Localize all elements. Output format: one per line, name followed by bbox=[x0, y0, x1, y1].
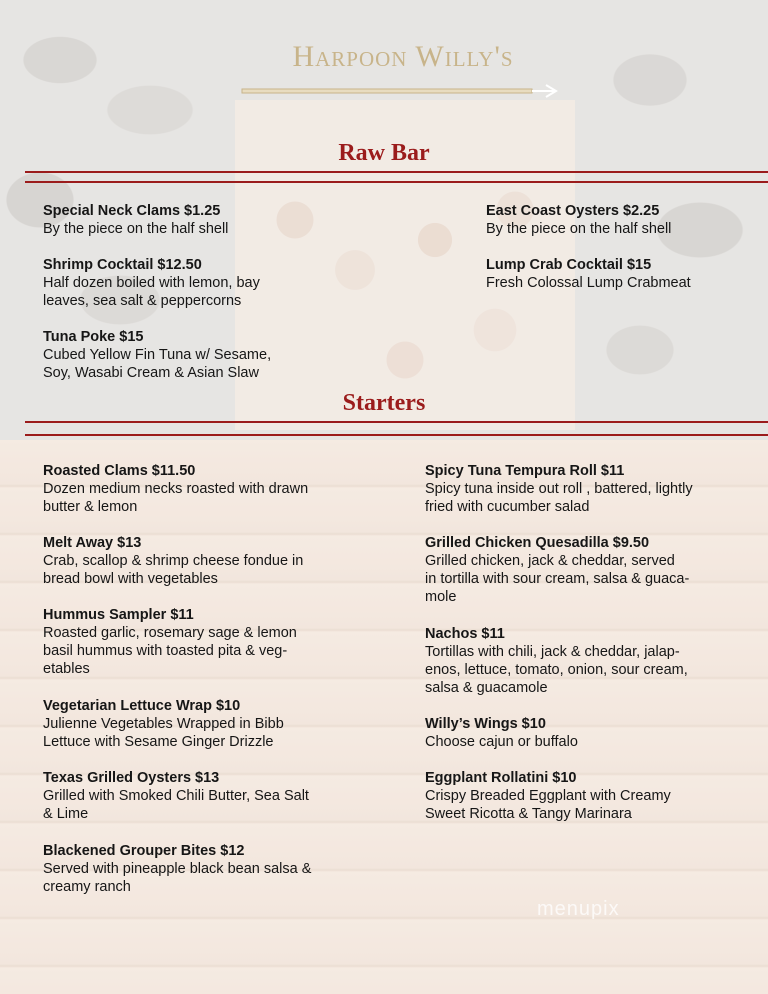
menu-item-description: Fresh Colossal Lump Crabmeat bbox=[486, 275, 691, 291]
menu-item-description: Crab, scallop & shrimp cheese fondue in bbox=[43, 553, 304, 569]
menu-item-name: Eggplant Rollatini $10 bbox=[425, 770, 577, 786]
menu-item-name: Special Neck Clams $1.25 bbox=[43, 203, 221, 219]
menu-item-description: Sweet Ricotta & Tangy Marinara bbox=[425, 806, 632, 822]
menu-item bbox=[43, 256, 260, 310]
menu-item-description: Half dozen boiled with lemon, bay bbox=[43, 275, 260, 291]
harpoon-icon bbox=[240, 84, 558, 98]
menu-item-name: Roasted Clams $11.50 bbox=[43, 463, 196, 479]
divider bbox=[25, 434, 768, 436]
section-title-raw-bar: Raw Bar bbox=[338, 140, 430, 166]
menu-item-description: mole bbox=[425, 589, 457, 605]
menu-item-description: salsa & guacamole bbox=[425, 680, 548, 696]
menu-item-name: Texas Grilled Oysters $13 bbox=[43, 770, 220, 786]
menu-item-name: East Coast Oysters $2.25 bbox=[486, 203, 660, 219]
menu-item-name: Vegetarian Lettuce Wrap $10 bbox=[43, 698, 241, 714]
menu-item-name: Blackened Grouper Bites $12 bbox=[43, 843, 245, 859]
menu-item-name: Hummus Sampler $11 bbox=[43, 607, 194, 623]
menu-item-description: Cubed Yellow Fin Tuna w/ Sesame, bbox=[43, 347, 272, 363]
menu-item-description: creamy ranch bbox=[43, 879, 131, 895]
menu-item bbox=[43, 328, 271, 382]
menu-item-description: & Lime bbox=[43, 806, 89, 822]
divider bbox=[25, 171, 768, 173]
menu-item bbox=[43, 534, 303, 588]
menu-item-description: By the piece on the half shell bbox=[43, 221, 229, 237]
menu-item-name: Lump Crab Cocktail $15 bbox=[486, 257, 652, 273]
menu-item-description: butter & lemon bbox=[43, 499, 138, 515]
menu-item-name: Willy’s Wings $10 bbox=[425, 716, 546, 732]
menu-item-description: Served with pineapple black bean salsa & bbox=[43, 861, 312, 877]
menu-item-description: enos, lettuce, tomato, onion, sour cream, bbox=[425, 662, 688, 678]
menu-item-description: Choose cajun or buffalo bbox=[425, 734, 578, 750]
section-title-starters: Starters bbox=[342, 390, 426, 416]
menu-item bbox=[425, 715, 578, 751]
brand-logo: Harpoon Willy's bbox=[292, 40, 514, 73]
menu-item-description: basil hummus with toasted pita & veg- bbox=[43, 643, 288, 659]
menu-item-description: bread bowl with vegetables bbox=[43, 571, 218, 587]
menu-item-name: Tuna Poke $15 bbox=[43, 329, 144, 345]
menu-item-description: By the piece on the half shell bbox=[486, 221, 672, 237]
menu-item-description: Dozen medium necks roasted with drawn bbox=[43, 481, 309, 497]
menu-item-name: Shrimp Cocktail $12.50 bbox=[43, 257, 202, 273]
menu-item-description: in tortilla with sour cream, salsa & guaca- bbox=[425, 571, 690, 587]
divider bbox=[25, 181, 768, 183]
menu-item-name: Melt Away $13 bbox=[43, 535, 142, 551]
menu-item bbox=[43, 202, 228, 238]
menu-item-name: Grilled Chicken Quesadilla $9.50 bbox=[425, 535, 650, 551]
menu-item bbox=[43, 842, 311, 896]
menu-item-description: Lettuce with Sesame Ginger Drizzle bbox=[43, 734, 274, 750]
menu-item-description: Roasted garlic, rosemary sage & lemon bbox=[43, 625, 297, 641]
menu-item bbox=[425, 625, 688, 697]
menu-item bbox=[43, 769, 309, 823]
menu-item bbox=[486, 256, 691, 292]
menu-item-name: Nachos $11 bbox=[425, 626, 505, 642]
menu-item-description: etables bbox=[43, 661, 90, 677]
menu-item bbox=[425, 769, 671, 823]
menu-item-name: Spicy Tuna Tempura Roll $11 bbox=[425, 463, 625, 479]
menu-item-description: Julienne Vegetables Wrapped in Bibb bbox=[43, 716, 284, 732]
menu-item bbox=[43, 606, 297, 678]
menu-item bbox=[43, 697, 284, 751]
menu-item-description: Soy, Wasabi Cream & Asian Slaw bbox=[43, 365, 259, 381]
watermark: menupix bbox=[537, 898, 620, 920]
menu-item bbox=[425, 534, 689, 606]
menu-item-description: Crispy Breaded Eggplant with Creamy bbox=[425, 788, 671, 804]
menu-item-description: Spicy tuna inside out roll , battered, lightly bbox=[425, 481, 693, 497]
menu-item-description: Grilled with Smoked Chili Butter, Sea Salt bbox=[43, 788, 309, 804]
menu-item-description: leaves, sea salt & peppercorns bbox=[43, 293, 242, 309]
menu-item-description: Tortillas with chili, jack & cheddar, jalap- bbox=[425, 644, 680, 660]
menu-item-description: Grilled chicken, jack & cheddar, served bbox=[425, 553, 675, 569]
menu-item bbox=[425, 462, 693, 516]
menu-item bbox=[486, 202, 671, 238]
menu-item bbox=[43, 462, 308, 516]
divider bbox=[25, 421, 768, 423]
menu-item-description: fried with cucumber salad bbox=[425, 499, 590, 515]
